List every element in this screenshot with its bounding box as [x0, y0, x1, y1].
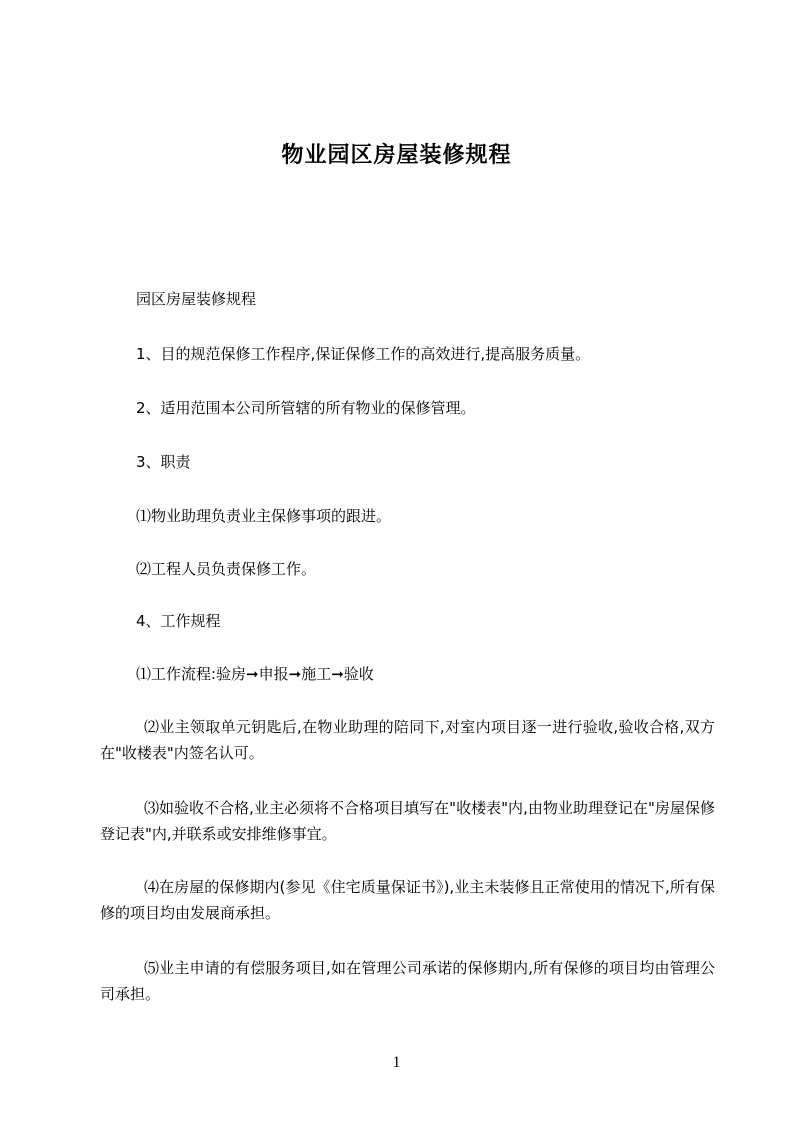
document-title: 物业园区房屋装修规程: [281, 143, 512, 168]
paragraph-procedures: 4、工作规程: [136, 612, 221, 630]
paragraph-duty-1: ⑴物业助理负责业主保修事项的跟进。: [136, 507, 392, 525]
paragraph-procedure-4: ⑷在房屋的保修期内(参见《住宅质量保证书》),业主未装修且正常使用的情况下,所有保修的项目均由发展商承担。: [100, 878, 715, 922]
paragraph-duty-2: ⑵工程人员负责保修工作。: [136, 560, 317, 578]
paragraph-procedure-2: ⑵业主领取单元钥匙后,在物业助理的陪同下,对室内项目逐一进行验收,验收合格,双方在"收楼表"内签名认可。: [100, 718, 715, 762]
paragraph-heading: 园区房屋装修规程: [136, 290, 257, 308]
paragraph-procedure-3: ⑶如验收不合格,业主必须将不合格项目填写在"收楼表"内,由物业助理登记在"房屋保修登记表"内,并联系或安排维修事宜。: [100, 799, 715, 843]
paragraph-scope: 2、适用范围本公司所管辖的所有物业的保修管理。: [136, 399, 476, 417]
paragraph-purpose: 1、目的规范保修工作程序,保证保修工作的高效进行,提高服务质量。: [136, 345, 591, 363]
paragraph-procedure-5: ⑸业主申请的有偿服务项目,如在管理公司承诺的保修期内,所有保修的项目均由管理公司承担。: [100, 959, 715, 1003]
paragraph-responsibilities: 3、职责: [136, 453, 191, 471]
paragraph-procedure-1: ⑴工作流程:验房➞申报➞施工➞验收: [136, 665, 374, 683]
page-number: 1: [392, 1054, 401, 1071]
